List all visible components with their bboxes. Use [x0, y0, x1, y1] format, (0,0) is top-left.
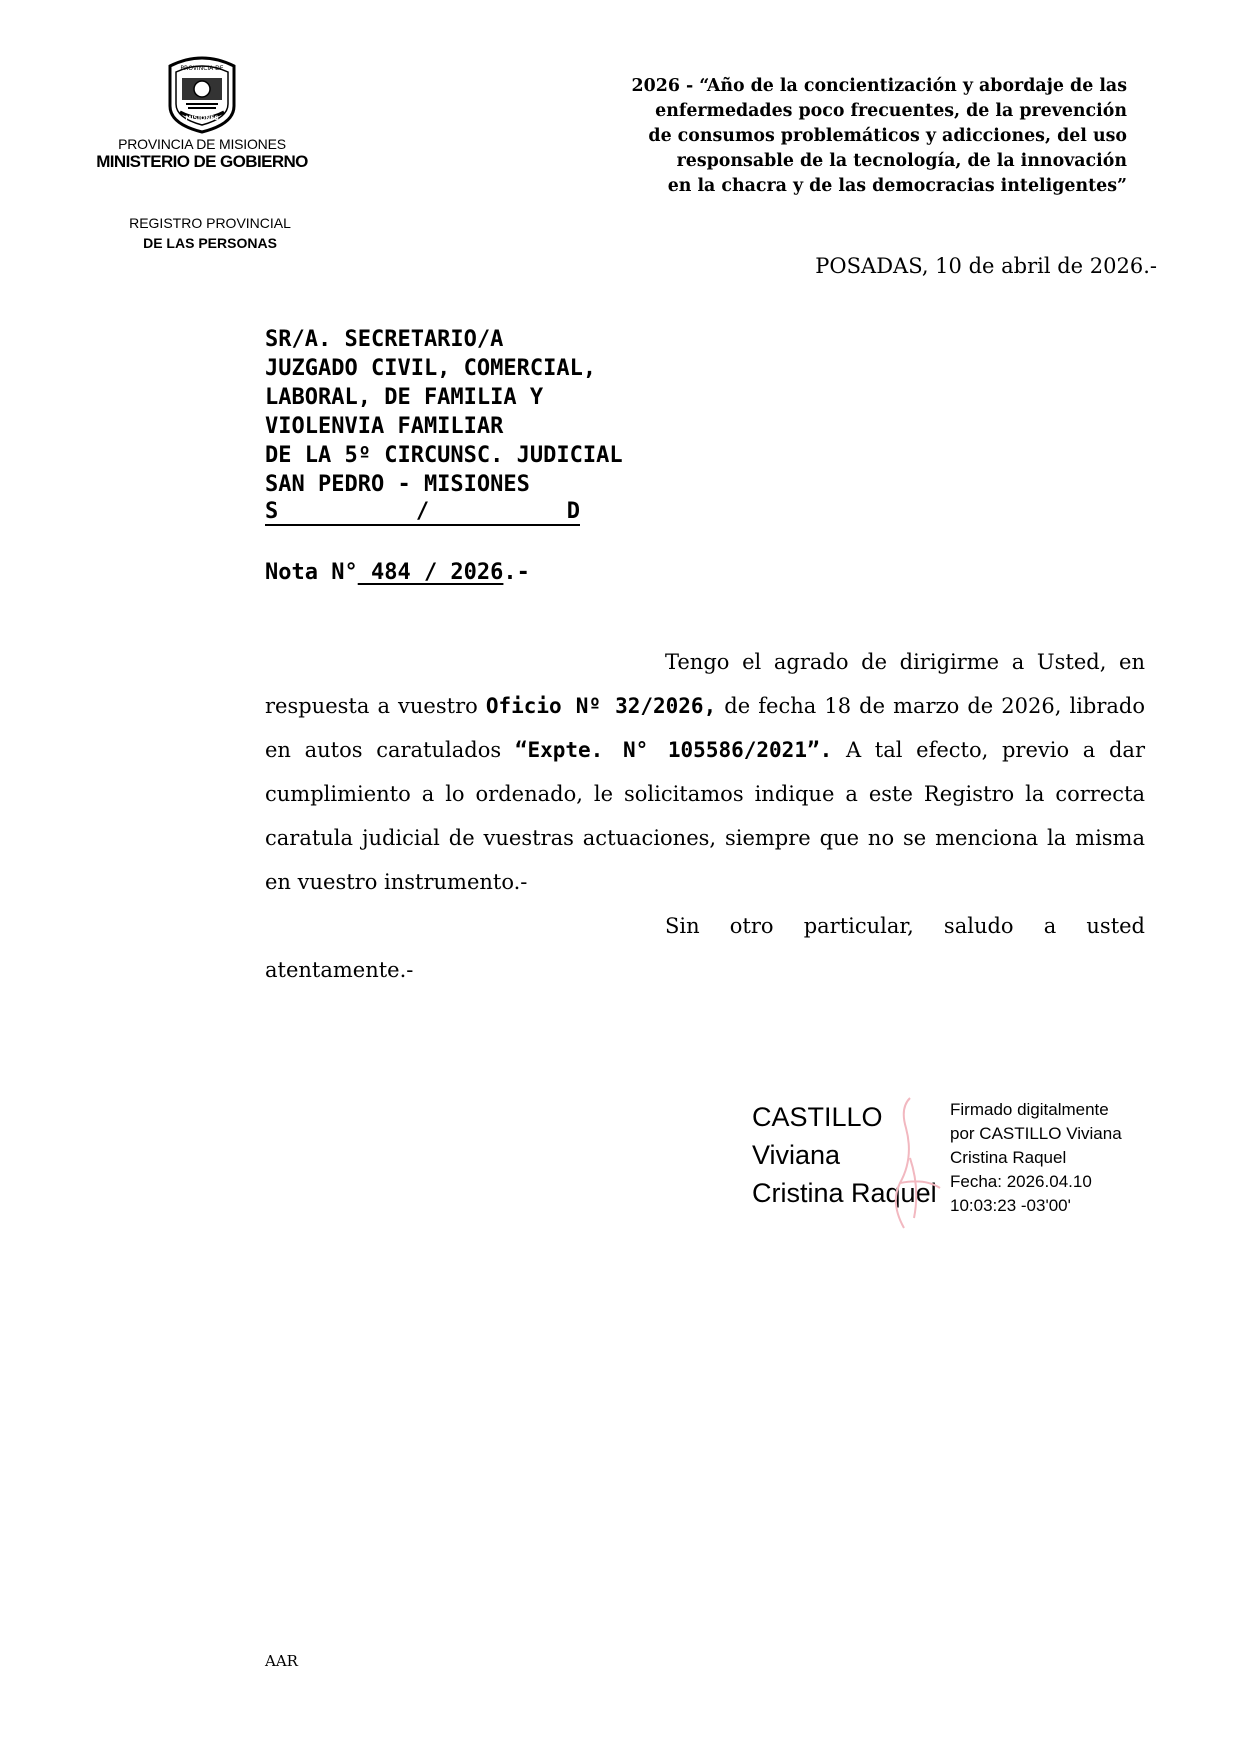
seal-text-bottom: MISIONES	[185, 115, 219, 122]
p1-text-e: A tal efecto, previo a dar cumplimiento a lo ordenado, le solicitamos indique a este Registro la correcta caratula judicial de vuestras actuaciones, siempre que no se menciona la misma en vuestro instrumento.-	[265, 738, 1145, 894]
recipient-block	[265, 325, 623, 526]
sd-d: D	[566, 499, 580, 524]
sd-slash: /	[415, 499, 430, 524]
registry-line-2-prefix: DE LAS	[143, 235, 195, 251]
motto-line: en la chacra y de las democracias inteligentes”	[667, 176, 1127, 196]
oficio-reference: Oficio Nº 32/2026,	[485, 694, 717, 718]
signature-scribble-icon	[870, 1088, 950, 1238]
sd-s: S	[265, 499, 279, 524]
registry-line-2	[100, 233, 320, 253]
seal-text-top: PROVINCIA DE	[180, 65, 224, 72]
recipient-line: DE LA 5º CIRCUNSC. JUDICIAL	[265, 443, 623, 468]
body-paragraph-1	[265, 640, 1145, 904]
registry-line-2-word: PERSONAS	[198, 235, 277, 251]
closing-text: Sin otro particular, saludo a usted atentamente.-	[265, 914, 1145, 982]
note-number-value: 484 / 2026	[357, 560, 504, 585]
note-number	[265, 560, 530, 585]
note-label: Nota N°	[265, 560, 358, 585]
province-seal-icon	[160, 54, 244, 134]
signature-detail-line: Cristina Raquel	[950, 1148, 1067, 1167]
motto-line: enfermedades poco frecuentes, de la prevención	[655, 101, 1127, 121]
recipient-line: SR/A. SECRETARIO/A	[265, 327, 504, 352]
ministry-name: MINISTERIO DE GOBIERNO	[96, 152, 308, 171]
signature-detail-line: Fecha: 2026.04.10	[950, 1172, 1092, 1191]
signature-detail-line: por CASTILLO Viviana	[950, 1124, 1122, 1143]
year-motto	[507, 74, 1127, 199]
author-initials: AAR	[265, 1652, 298, 1670]
ministry-logo	[82, 54, 322, 171]
motto-line: 2026 - “Año de la concientización y abordaje de las	[631, 76, 1127, 96]
signer-name-line: Cristina Raquel	[752, 1178, 937, 1208]
p1-text-c: de fecha 18 de marzo de 2026, librado en autos caratulados	[265, 694, 1146, 762]
province-name: PROVINCIA DE MISIONES	[118, 136, 286, 152]
recipient-line: JUZGADO CIVIL, COMERCIAL,	[265, 356, 597, 381]
signature-detail-line: Firmado digitalmente	[950, 1100, 1109, 1119]
registry-line-1: REGISTRO PROVINCIAL	[129, 215, 291, 231]
registry-name	[100, 213, 320, 253]
sd-line	[265, 499, 580, 526]
motto-line: responsable de la tecnología, de la innovación	[676, 151, 1127, 171]
expediente-reference: “Expte. N° 105586/2021”.	[514, 738, 833, 762]
signer-name-line: CASTILLO	[752, 1102, 883, 1132]
signature-details	[950, 1098, 1122, 1218]
p1-text-a: Tengo el agrado de dirigirme a Usted, en respuesta a vuestro	[265, 650, 1145, 718]
place-date: POSADAS, 10 de abril de 2026.-	[815, 254, 1157, 278]
note-suffix: .-	[503, 560, 530, 585]
signer-name-line: Viviana	[752, 1140, 841, 1170]
recipient-line: VIOLENVIA FAMILIAR	[265, 414, 504, 439]
motto-line: de consumos problemáticos y adicciones, del uso	[648, 126, 1127, 146]
body-paragraph-2	[265, 904, 1145, 992]
letter-body	[265, 640, 1145, 992]
recipient-line: SAN PEDRO - MISIONES	[265, 472, 530, 497]
digital-signature	[752, 1098, 1152, 1248]
recipient-line: LABORAL, DE FAMILIA Y	[265, 385, 544, 410]
signature-detail-line: 10:03:23 -03'00'	[950, 1196, 1071, 1215]
